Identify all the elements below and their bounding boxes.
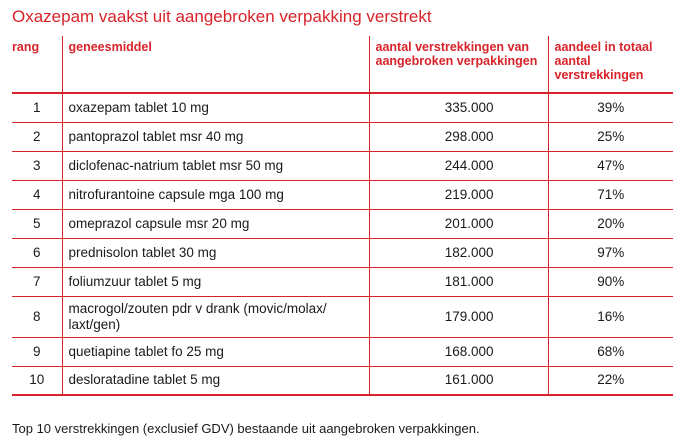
drug-cell: oxazepam tablet 10 mg	[62, 93, 369, 122]
rank-cell: 10	[12, 366, 62, 395]
share-cell: 68%	[548, 337, 673, 366]
drug-cell: omeprazol capsule msr 20 mg	[62, 209, 369, 238]
count-cell: 182.000	[369, 238, 548, 267]
drug-cell: macrogol/zouten pdr v drank (movic/molax/ laxt/gen)	[62, 296, 369, 337]
share-cell: 97%	[548, 238, 673, 267]
drug-cell: foliumzuur tablet 5 mg	[62, 267, 369, 296]
table-row	[12, 180, 673, 209]
share-cell: 25%	[548, 122, 673, 151]
rank-cell: 3	[12, 151, 62, 180]
count-cell: 219.000	[369, 180, 548, 209]
count-cell: 201.000	[369, 209, 548, 238]
rank-cell: 2	[12, 122, 62, 151]
count-cell: 298.000	[369, 122, 548, 151]
count-cell: 179.000	[369, 296, 548, 337]
share-cell: 90%	[548, 267, 673, 296]
table-row	[12, 296, 673, 337]
share-cell: 16%	[548, 296, 673, 337]
drug-cell: diclofenac-natrium tablet msr 50 mg	[62, 151, 369, 180]
share-cell: 22%	[548, 366, 673, 395]
table-row	[12, 151, 673, 180]
header-aandeel: aandeel in totaal aantal verstrekkingen	[548, 36, 673, 93]
share-cell: 47%	[548, 151, 673, 180]
table-row	[12, 122, 673, 151]
count-cell: 181.000	[369, 267, 548, 296]
top10-table	[12, 36, 673, 396]
drug-cell: prednisolon tablet 30 mg	[62, 238, 369, 267]
share-cell: 20%	[548, 209, 673, 238]
page-title: Oxazepam vaakst uit aangebroken verpakking verstrekt	[12, 7, 432, 26]
drug-cell: nitrofurantoine capsule mga 100 mg	[62, 180, 369, 209]
count-cell: 244.000	[369, 151, 548, 180]
rank-cell: 5	[12, 209, 62, 238]
table-row	[12, 366, 673, 395]
rank-cell: 4	[12, 180, 62, 209]
table-row	[12, 209, 673, 238]
drug-cell: quetiapine tablet fo 25 mg	[62, 337, 369, 366]
share-cell: 39%	[548, 93, 673, 122]
count-cell: 161.000	[369, 366, 548, 395]
rank-cell: 7	[12, 267, 62, 296]
rank-cell: 8	[12, 296, 62, 337]
table-row	[12, 267, 673, 296]
rank-cell: 6	[12, 238, 62, 267]
header-rang: rang	[12, 36, 62, 93]
header-aantal-verstrekkingen: aantal verstrekkingen van aangebroken verpakkingen	[369, 36, 548, 93]
table-row	[12, 238, 673, 267]
table-row	[12, 93, 673, 122]
header-geneesmiddel: geneesmiddel	[62, 36, 369, 93]
drug-cell: pantoprazol tablet msr 40 mg	[62, 122, 369, 151]
table-header-row	[12, 36, 673, 93]
rank-cell: 9	[12, 337, 62, 366]
table-caption: Top 10 verstrekkingen (exclusief GDV) bestaande uit aangebroken verpakkingen.	[12, 421, 480, 436]
table-row	[12, 337, 673, 366]
count-cell: 335.000	[369, 93, 548, 122]
rank-cell: 1	[12, 93, 62, 122]
share-cell: 71%	[548, 180, 673, 209]
count-cell: 168.000	[369, 337, 548, 366]
drug-cell: desloratadine tablet 5 mg	[62, 366, 369, 395]
